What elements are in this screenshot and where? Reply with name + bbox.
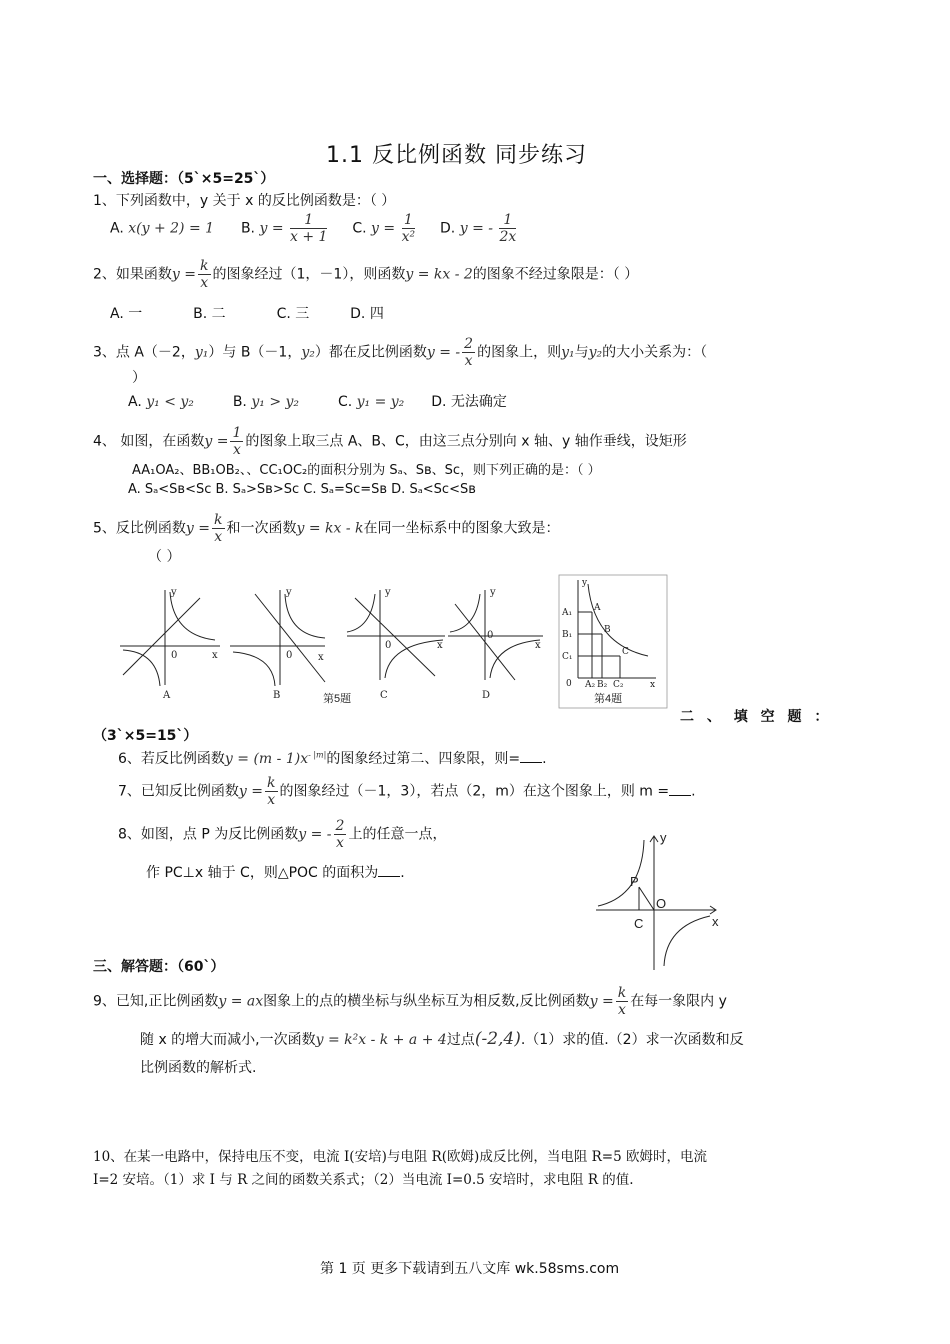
fig4-b2: B₂ xyxy=(597,680,608,690)
fig8-y-label: y xyxy=(660,830,667,845)
graph-b-hyperbola-q1 xyxy=(285,594,325,638)
graph-b-hyperbola-q3 xyxy=(233,652,275,686)
page-footer: 第 1 页 更多下载请到五八文库 wk.58sms.com xyxy=(320,1261,620,1277)
q9-fraction: $\frac{k}{x}$ xyxy=(617,985,627,1018)
fig4-x-label: x xyxy=(650,680,656,690)
fig4-y-label: y xyxy=(582,578,588,588)
fig4-point-b: B xyxy=(604,625,611,635)
graph-c-y-label: y xyxy=(385,587,391,598)
q1-option-d-fraction: $\frac{1}{2x}$ xyxy=(499,212,517,245)
question-2-stem: 2、如果函数y = $\frac{k}{x}$ 的图象经过（1，－1），则函数y = kx - 2的图象不经过象限是：（ ） xyxy=(93,258,639,291)
question-2-options: A. 一 B. 二 C. 三 D. 四 xyxy=(110,306,384,322)
fig4-c1: C₁ xyxy=(562,652,573,662)
fig4-point-c: C xyxy=(622,647,629,657)
fig8-hyperbola-q2 xyxy=(598,840,644,906)
graph-a-origin: 0 xyxy=(171,650,178,661)
graph-a-caption: A xyxy=(163,690,171,701)
question-5-stem: 5、反比例函数y = $\frac{k}{x}$ 和一次函数y = kx - k在同一坐标系中的图象大致是： xyxy=(93,512,560,545)
graph-b-y-label: y xyxy=(286,587,292,598)
q2-fraction: $\frac{k}{x}$ xyxy=(200,258,209,291)
question-10-line1: 10、在某一电路中，保持电压不变，电流 I(安培)与电阻 R(欧姆)成反比例，当电阻 R=5 欧姆时，电流 xyxy=(93,1149,707,1165)
graph-b-caption: B xyxy=(273,690,281,701)
fig4-origin: 0 xyxy=(566,679,572,689)
question-4-line2: AA₁OA₂、BB₁OB₂、、CC₁OC₂的面积分别为 Sₐ、Sв、Sc，则下列正确的是：（ ） xyxy=(132,463,601,478)
graph-b-x-label: x xyxy=(318,652,324,663)
q1-option-c-fraction: $\frac{1}{\text{x²}}$ xyxy=(401,212,416,245)
question-4-figure xyxy=(558,574,668,709)
q7-answer-blank[interactable] xyxy=(669,783,691,796)
q1-option-d-lhs: y = - xyxy=(459,220,493,237)
question-9-line3: 比例函数的解析式. xyxy=(140,1060,257,1076)
graph-c-line xyxy=(355,598,435,676)
fig8-origin: O xyxy=(656,896,667,911)
question-9-line2: 随 x 的增大而减小,一次函数y = k²x - k + a + 4过点(-2,4).（1）求的值.（2）求一次函数和反 xyxy=(140,1029,744,1049)
graph-d-origin: 0 xyxy=(487,630,494,641)
graph-a-x-label: x xyxy=(212,650,218,661)
question-6-stem: 6、若反比例函数$y = (m - 1)x^{- |m|}$的图象经过第二、四象限，则= . xyxy=(118,750,547,767)
fig4-point-a: A xyxy=(594,603,601,613)
graph-c-origin: 0 xyxy=(385,640,392,651)
fig4-hyperbola xyxy=(588,584,648,656)
graph-b-line xyxy=(255,594,325,682)
q8-fraction: $\frac{2}{x}$ xyxy=(335,818,345,851)
q3-fraction: $\frac{2}{x}$ xyxy=(464,336,474,369)
question-3-options: A. y₁ < y₂ B. y₁ > y₂ C. y₁ = y₂ D. 无法确定 xyxy=(128,394,507,410)
graph-d-y-label: y xyxy=(490,587,496,598)
question-5-graphs xyxy=(115,580,555,710)
q5-fraction: $\frac{k}{x}$ xyxy=(214,512,223,545)
graph-a-hyperbola-q3 xyxy=(123,650,160,686)
graph-c-caption: C xyxy=(380,690,388,701)
q1-option-c-label: C. xyxy=(352,220,367,237)
question-3-stem: 3、点 A（－2，y₁）与 B（－1，y₂）都在反比例函数y = - $\frac{2}{x}$ 的图象上，则y₁与y₂的大小关系为：（ xyxy=(93,336,708,369)
q1-option-a-expr: x(y + 2) = 1 xyxy=(128,220,215,237)
q8-answer-blank[interactable] xyxy=(378,864,400,877)
fig8-x-label: x xyxy=(712,914,719,929)
fig8-point-c: C xyxy=(634,916,644,931)
question-8-figure xyxy=(592,830,727,975)
question-1-stem: 1、下列函数中，y 关于 x 的反比例函数是：（ ） xyxy=(93,193,396,209)
q1-option-a-label: A. xyxy=(110,220,124,237)
q7-fraction: $\frac{k}{x}$ xyxy=(267,775,276,808)
graph-d-x-label: x xyxy=(535,640,541,651)
section-heading-fill-a: 二 、 填 空 题 ： xyxy=(680,709,833,725)
fig4-caption: 第4题 xyxy=(594,693,623,705)
q1-option-d-label: D. xyxy=(440,220,456,237)
q1-option-b-lhs: y = xyxy=(259,220,284,237)
question-1-options xyxy=(110,212,518,245)
page-title: 1.1 反比例函数 同步练习 xyxy=(326,143,587,168)
question-9-line1: 9、已知,正比例函数y = ax图象上的点的横坐标与纵坐标互为相反数,反比例函数y = $\frac{k}{x}$ 在每一象限内 y xyxy=(93,985,727,1018)
fig5-caption: 第5题 xyxy=(323,693,352,705)
section-heading-answer: 三、解答题：（60`） xyxy=(93,959,225,975)
fig8-point-p: P xyxy=(630,874,639,889)
graph-b-origin: 0 xyxy=(286,650,293,661)
fig4-c2: C₂ xyxy=(613,680,624,690)
question-8-stem: 8、如图，点 P 为反比例函数y = - $\frac{2}{x}$ 上的任意一点， xyxy=(118,818,447,851)
graph-c-x-label: x xyxy=(437,640,443,651)
question-4-stem: 4、 如图，在函数y = $\frac{1}{x}$ 的图象上取三点 A、B、C，由这三点分别向 x 轴、y 轴作垂线，设矩形 xyxy=(93,425,687,458)
graph-d-caption: D xyxy=(482,690,491,701)
fig4-a2: A₂ xyxy=(585,680,596,690)
graph-a-line xyxy=(123,598,200,675)
question-7-stem: 7、已知反比例函数y = $\frac{k}{x}$ 的图象经过（－1，3），若点（2，m）在这个图象上，则 m = . xyxy=(118,775,696,808)
graph-c-hyperbola-q4 xyxy=(385,640,443,678)
fig4-b1: B₁ xyxy=(562,630,573,640)
graph-d-hyperbola-q4 xyxy=(490,640,540,678)
section-heading-fill-b: （3`×5=15`） xyxy=(93,728,198,744)
question-8-line2: 作 PC⊥x 轴于 C，则△POC 的面积为 . xyxy=(146,865,405,881)
q1-option-c-lhs: y = xyxy=(371,220,396,237)
question-4-options: A. Sₐ<Sв<Sc B. Sₐ>Sв>Sc C. Sₐ=Sc=Sв D. Sₐ<Sc<Sв xyxy=(128,482,476,497)
graph-a-hyperbola-q1 xyxy=(170,592,215,640)
fig4-a1: A₁ xyxy=(562,608,573,618)
question-3-close-paren: ） xyxy=(132,370,146,386)
fig8-hyperbola-q4 xyxy=(664,916,710,966)
q6-answer-blank[interactable] xyxy=(520,750,542,763)
fig8-po-segment xyxy=(639,887,654,910)
question-10-line2: I=2 安培。（1）求 I 与 R 之间的函数关系式；（2）当电流 I=0.5 安培时，求电阻 R 的值. xyxy=(93,1172,634,1188)
q1-option-b-label: B. xyxy=(240,220,256,237)
section-heading-choice: 一、选择题：（5`×5=25`） xyxy=(93,171,275,187)
q4-fraction: $\frac{1}{x}$ xyxy=(232,425,242,458)
q1-option-b-fraction: $\frac{1}{x + 1}$ xyxy=(290,212,328,245)
graph-d-hyperbola-q2 xyxy=(450,594,480,632)
question-5-paren: （ ） xyxy=(148,549,181,565)
graph-a-y-label: y xyxy=(171,587,177,598)
